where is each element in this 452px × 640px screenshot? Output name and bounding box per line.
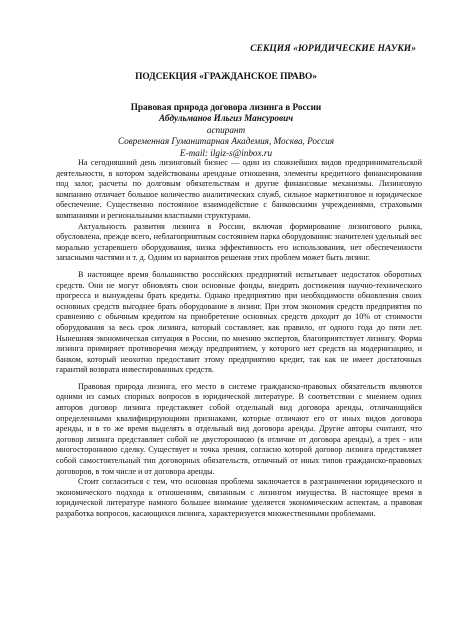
author-affiliation: Современная Гуманитарная Академия, Москва, Россия — [117, 136, 335, 147]
paragraph-5: Стоит согласиться с тем, что основная проблема заключается в разграничении юридического и экономического подхода к отношениям, связанным с лизингом имущества. В настоящее время в юридической литературе намного большее внимание уделяется экономическим аспектам, а правовая разработка вопросов, касающихся лизинга, характеризуется множественными проблемами. — [56, 477, 422, 518]
article-body — [56, 158, 422, 520]
author-email: E-mail: ilgiz-s@inbox.ru — [179, 147, 273, 158]
paragraph-3: В настоящее время большинство российских предприятий испытывает недостаток оборотных средств. Они не могут обновлять свои основные фонды, внедрять достижения научно-технического прогресса и вынуждены брать кредиты. Однако предприятию при необходимости обновления своих основных средств выгоднее брать оборудование в лизинг. При этом экономия средств предприятия по сравнению с обычным кредитом на приобретение основных средств доходит до 10% от стоимости оборудования за весь срок лизинга, который составляет, как правило, от одного года до пяти лет. Нынешняя экономическая ситуация в России, по мнению экспертов, благоприятствует лизингу. Форма лизинга примиряет противоречия между предприятием, у которого нет средств на модернизацию, и банком, который неохотно предоставит этому предприятию кредит, так как не имеет достаточных гарантий возврата инвестированных средств. — [56, 269, 422, 375]
article-title: Правовая природа договора лизинга в России — [130, 102, 322, 112]
article-author: Абдульманов Ильгиз Мансурович — [158, 113, 294, 124]
paragraph-1: На сегодняшний день лизинговый бизнес — один из сложнейших видов предпринимательской деятельности, в котором задействованы арендные отношения, элементы кредитного финансирования под залог, расчеты по долговым обязательствам и другие финансовые механизмы. Лизинговую компанию отличает большое количество аналитических служб, сильное маркетинговое и юридическое обеспечение. Существенно постоянное взаимодействие с банковскими учреждениями, страховыми компаниями и региональными властными структурами. — [56, 158, 422, 220]
section-heading: СЕКЦИЯ «ЮРИДИЧЕСКИЕ НАУКИ» — [250, 44, 416, 54]
paragraph-2: Актуальность развития лизинга в России, включая формирование лизингового рынка, обусловлена, прежде всего, неблагоприятным состоянием парка оборудования: значителен удельный вес морально устаревшего оборудования, низка эффективность его использования, нет обеспеченности запасными частями и т. д. Одним из вариантов решения этих проблем может быть лизинг. — [56, 221, 422, 263]
article-header — [0, 102, 452, 159]
author-position: аспирант — [206, 124, 246, 135]
paragraph-4: Правовая природа лизинга, его место в системе гражданско-правовых обязательств являются одними из самых спорных вопросов в юридической литературе. В соответствии с мнением одних авторов договор лизинга представляет собой отдельный вид договора аренды, отличающийся определенными квалифицирующими признаками, которые отличают его от иных видов договора аренды, и в то же время выделять в отдельный вид договора аренды. Другие авторы считают, что договор лизинга представляет собой не двустороннюю (в отличие от договора аренды), а трех - или многостороннюю сделку. Существует и точка зрения, согласно которой договор лизинга представляет собой самостоятельный тип договорных обязательств, отличный от иных типов гражданско-правовых договоров, в том числе и от договора аренды. — [56, 381, 422, 476]
subsection-heading: ПОДСЕКЦИЯ «ГРАЖДАНСКОЕ ПРАВО» — [135, 72, 317, 82]
